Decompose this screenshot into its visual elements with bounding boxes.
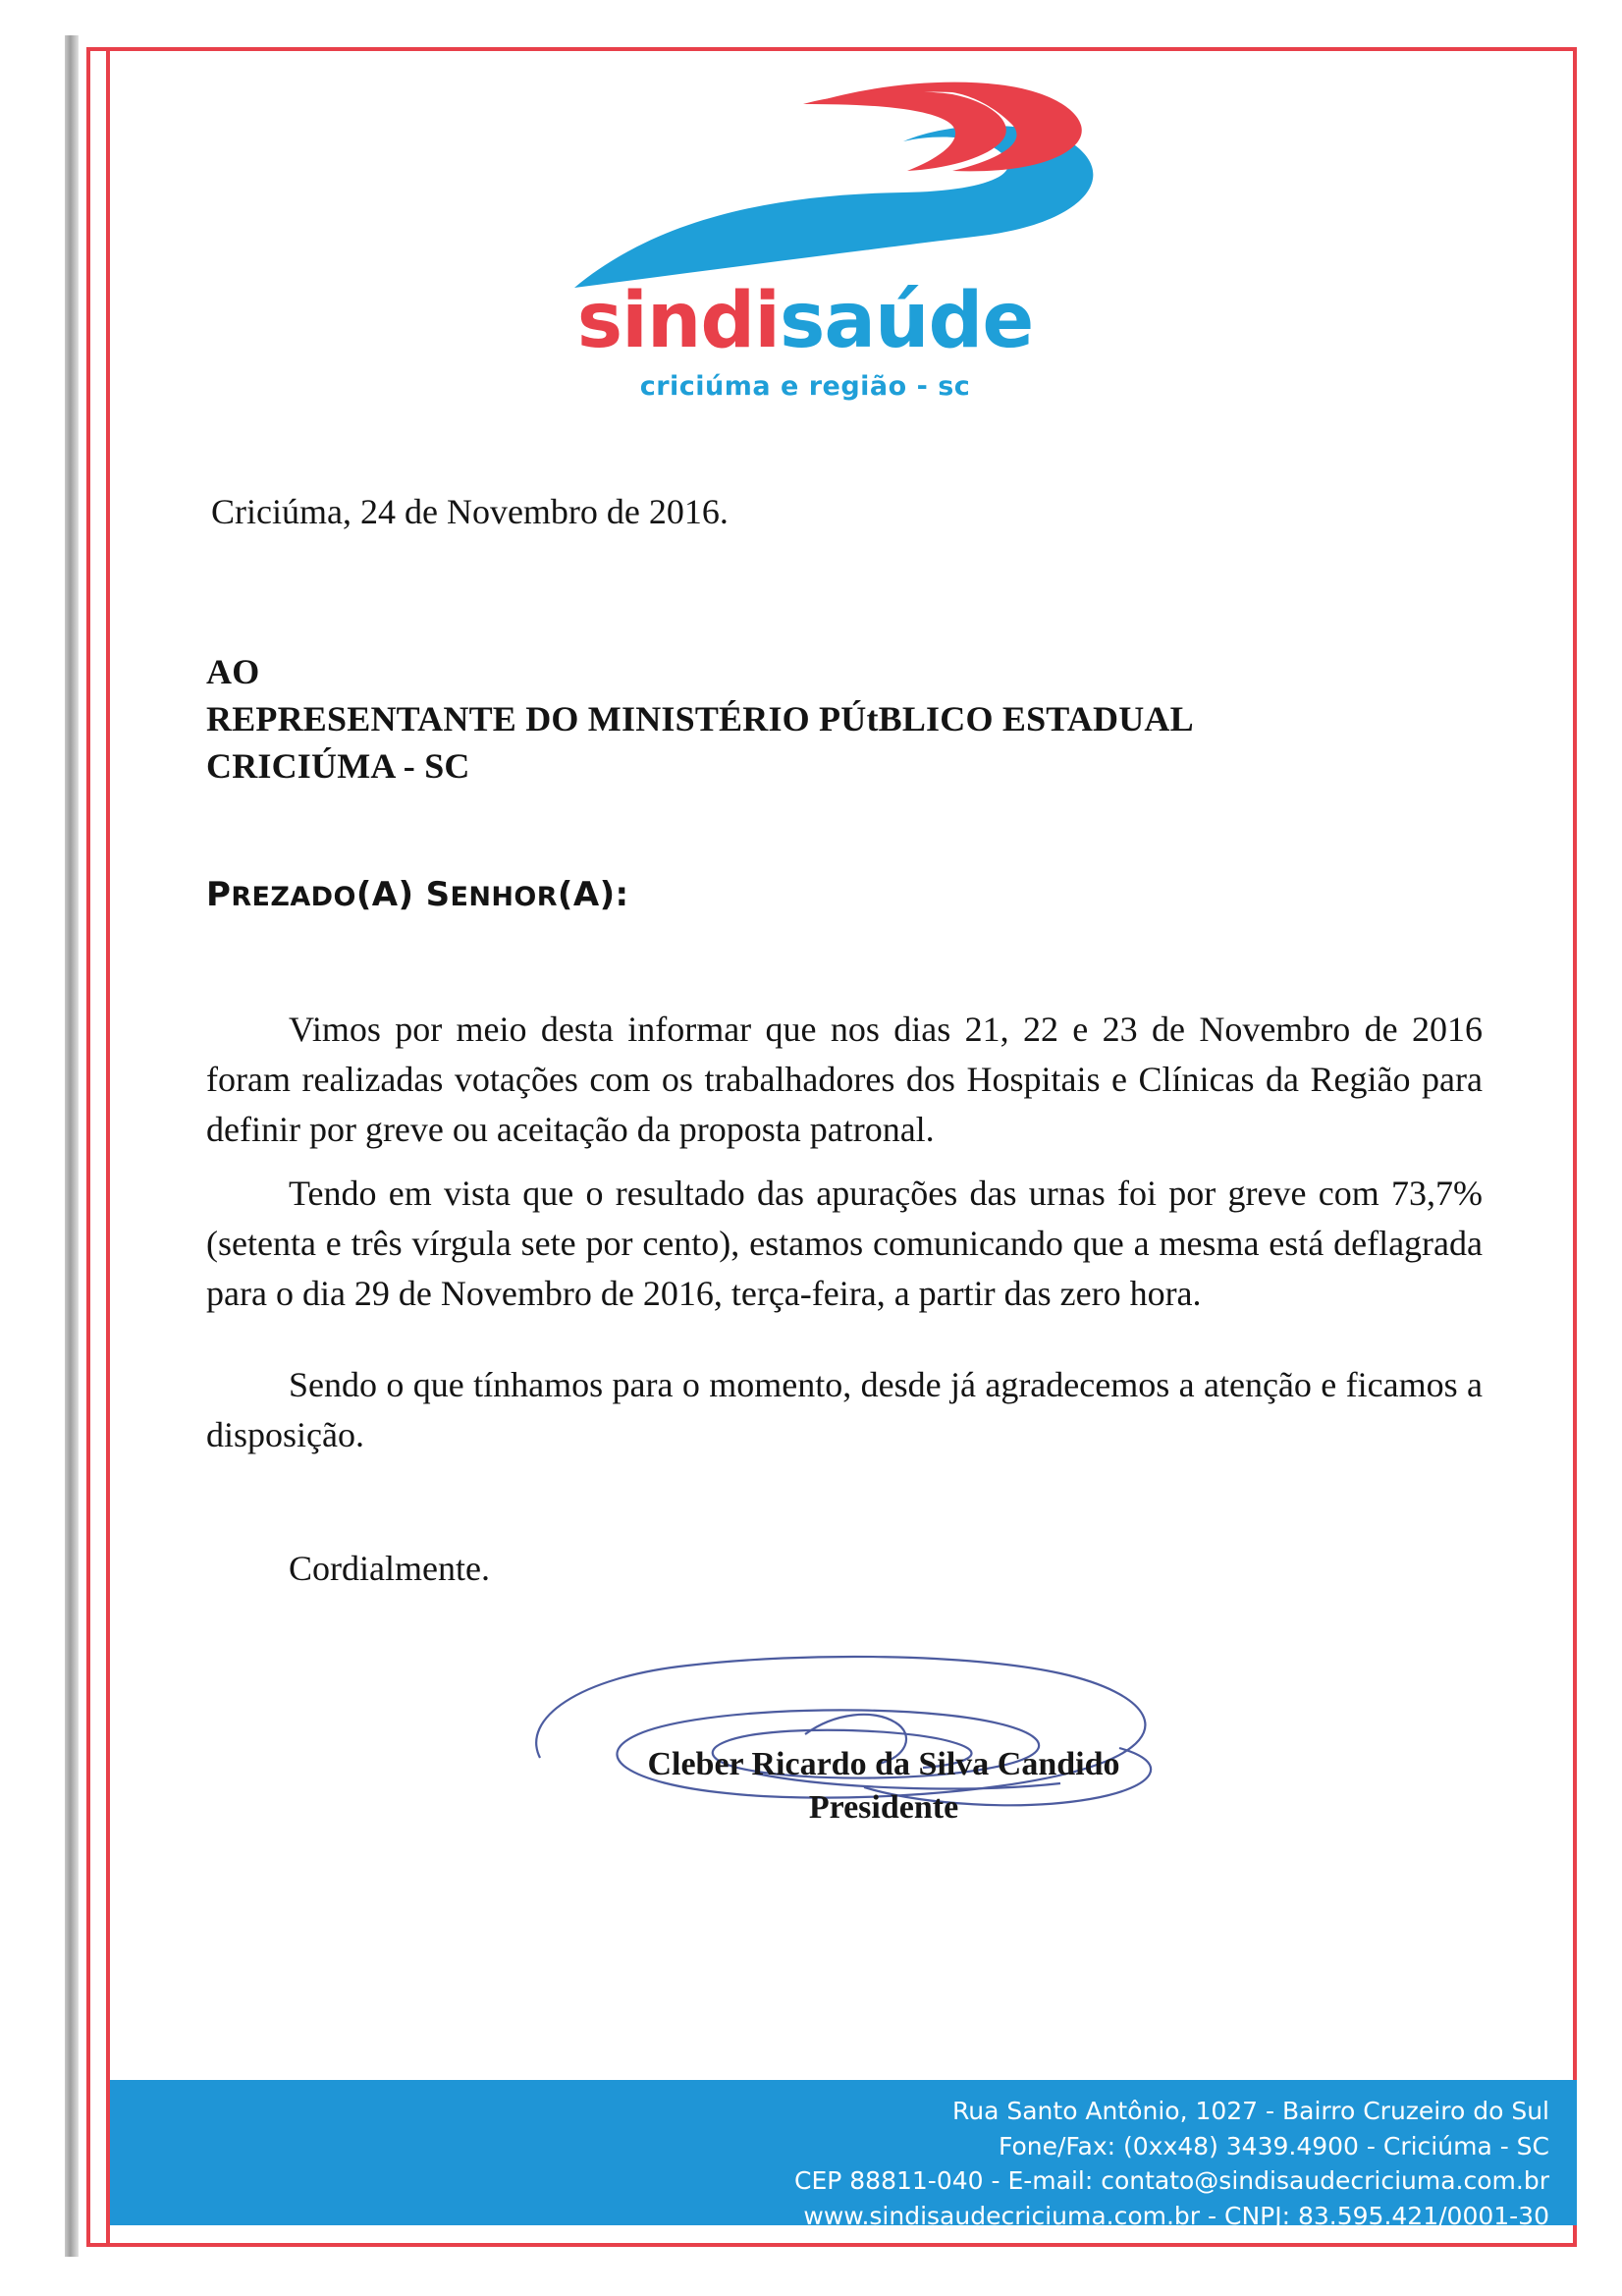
- letter-date: Criciúma, 24 de Novembro de 2016.: [211, 492, 729, 531]
- addressee-line-3: CRICIÚMA - SC: [206, 746, 470, 787]
- letter-closing: Cordialmente.: [289, 1548, 490, 1588]
- salutation-enhor: ENHOR: [450, 881, 558, 912]
- letter-paragraph-1: Vimos por meio desta informar que nos dias 21, 22 e 23 de Novembro de 2016 foram realizadas votações com os trabalhadores dos Hospitais e Clínicas da Região para definir por greve ou aceitação da proposta patronal.: [206, 1009, 1483, 1149]
- logo-swoosh-icon: [491, 77, 1119, 302]
- letter-paragraph-3: Sendo o que tínhamos para o momento, desde já agradecemos a atenção e ficamos a disposição.: [206, 1365, 1483, 1455]
- salutation-char-p: P: [206, 874, 232, 914]
- signature-block: [511, 1640, 1257, 1846]
- letter-addressee: [206, 648, 1522, 791]
- scan-left-margin: [0, 0, 61, 2296]
- logo-word-saude: saúde: [779, 277, 1034, 365]
- signature-name: Cleber Ricardo da Silva Candido: [647, 1746, 1120, 1782]
- salutation-rezado: REZADO: [231, 881, 356, 912]
- salutation-tail: (A):: [557, 874, 629, 914]
- page-border-inner-line: [106, 47, 110, 2247]
- logo-wordmark: [491, 277, 1119, 365]
- footer-address: Rua Santo Antônio, 1027 - Bairro Cruzeiro do Sul: [952, 2097, 1549, 2125]
- letter-paragraph-2: Tendo em vista que o resultado das apurações das urnas foi por greve com 73,7% (setenta e três vírgula sete por cento), estamos comunicando que a mesma está deflagrada para o dia 29 de Novembro de 2016, terça-feira, a partir das zero hora.: [206, 1174, 1483, 1314]
- logo-word-sindi: sindi: [576, 277, 780, 365]
- sindisaude-logo: [491, 77, 1119, 430]
- logo-subtitle: criciúma e região - sc: [639, 371, 971, 402]
- letter-body: [206, 491, 1522, 1589]
- letter-salutation: [206, 875, 1522, 914]
- signature-role: Presidente: [808, 1789, 959, 1826]
- salutation-a-s: (A) S: [355, 874, 451, 914]
- footer-contact-band: [110, 2080, 1577, 2230]
- scan-edge-artifact: [65, 35, 79, 2257]
- addressee-line-1: AO: [206, 652, 260, 691]
- addressee-line-2: REPRESENTANTE DO MINISTÉRIO PÚtBLICO ESTADUAL: [206, 699, 1194, 739]
- footer-phone: Fone/Fax: (0xx48) 3439.4900 - Criciúma - SC: [999, 2131, 1549, 2160]
- footer-email: CEP 88811-040 - E-mail: contato@sindisaudecriciuma.com.br: [794, 2166, 1549, 2195]
- footer-website: www.sindisaudecriciuma.com.br - CNPJ: 83.595.421/0001-30: [803, 2201, 1549, 2230]
